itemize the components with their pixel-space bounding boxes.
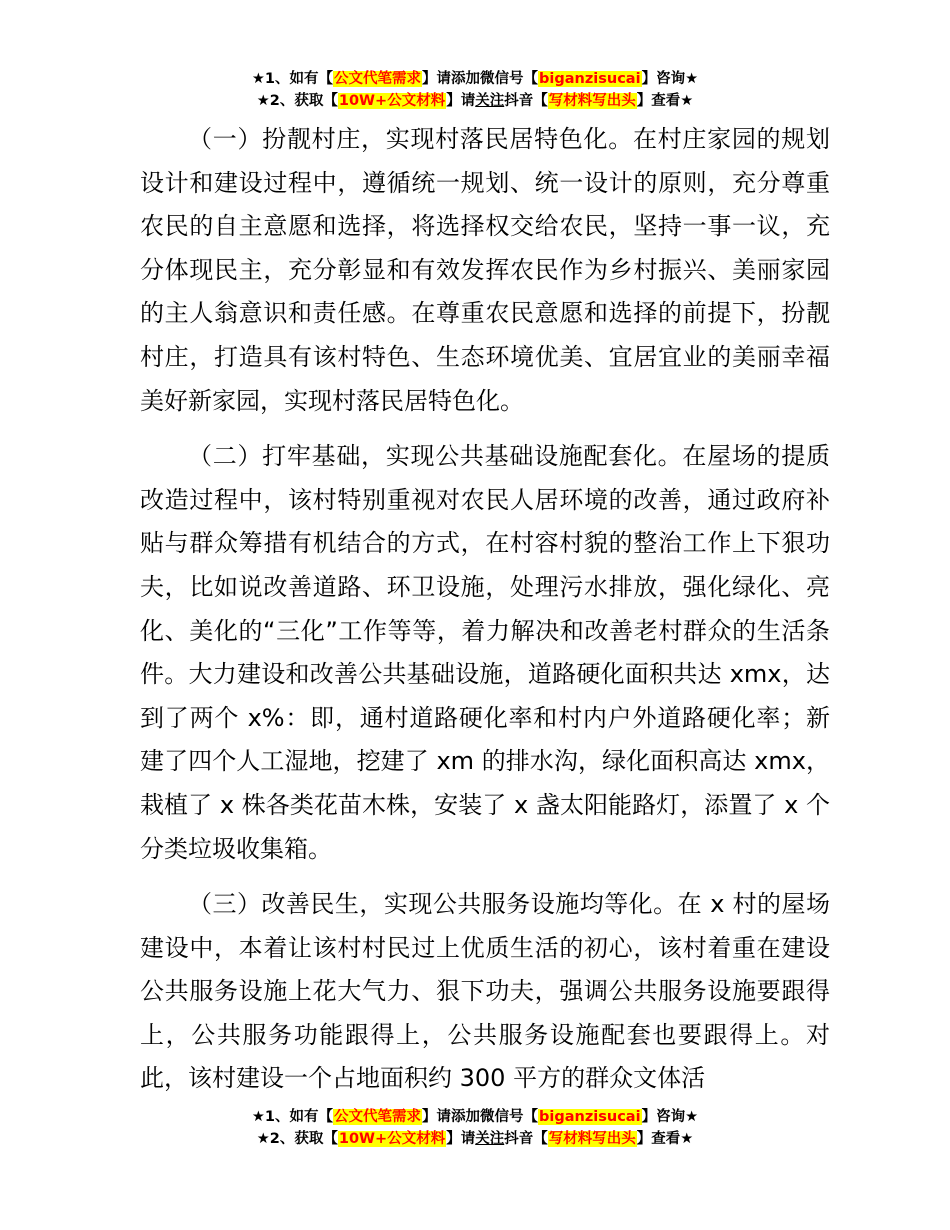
- highlight-douyin-id: 写材料写出头: [548, 93, 636, 109]
- banner-text: 】咨询★: [641, 71, 699, 87]
- paragraph-1: （一）扮靓村庄，实现村落民居特色化。在村庄家园的规划设计和建设过程中，遵循统一规划、统一设计的原则，充分尊重农民的自主意愿和选择，将选择权交给农民，坚持一事一议，充分体现民主，充分彰显和有效发挥农民作为乡村振兴、美丽家园的主人翁意识和责任感。在尊重农民意愿和选择的前提下，扮靓村庄，打造具有该村特色、生态环境优美、宜居宜业的美丽幸福美好新家园，实现村落民居特色化。: [140, 125, 830, 415]
- banner-text: ★1、如有【: [251, 71, 334, 87]
- banner-text: ★1、如有【: [251, 1109, 334, 1125]
- footer-banner: [0, 1106, 950, 1150]
- banner-emphasis: 添加: [451, 71, 481, 87]
- highlight-wechat-id: biganzisucai: [539, 1109, 641, 1125]
- banner-emphasis: 关注: [475, 93, 505, 109]
- banner-text: ★2、获取【: [256, 93, 338, 109]
- highlight-douyin-id: 写材料写出头: [548, 1131, 636, 1147]
- banner-text: 抖音【: [504, 93, 548, 109]
- paragraph-2: （二）打牢基础，实现公共基础设施配套化。在屋场的提质改造过程中，该村特别重视对农民人居环境的改善，通过政府补贴与群众筹措有机结合的方式，在村容村貌的整治工作上下狠功夫，比如说改善道路、环卫设施，处理污水排放，强化绿化、亮化、美化的“三化”工作等等，着力解决和改善老村群众的生活条件。大力建设和改善公共基础设施，道路硬化面积共达 xmx，达到了两个 x%：即，通村道路硬化率和村内户外道路硬化率；新建了四个人工湿地，挖建了 xm 的排水沟，绿化面积高达 xmx，栽植了 x 株各类花苗木株，安装了 x 盏太阳能路灯，添置了 x 个分类垃圾收集箱。: [140, 442, 830, 863]
- banner-emphasis: 关注: [475, 1131, 505, 1147]
- banner-text: 】查看★: [636, 1131, 694, 1147]
- banner-line-1: [0, 68, 950, 90]
- highlight-materials: 10W+公文材料: [338, 1131, 446, 1147]
- paragraph-3: （三）改善民生，实现公共服务设施均等化。在 x 村的屋场建设中，本着让该村村民过上优质生活的初心，该村着重在建设公共服务设施上花大气力、狠下功夫，强调公共服务设施要跟得上，公共服务功能跟得上，公共服务设施配套也要跟得上。对此，该村建设一个占地面积约 300 平方的群众文体活: [140, 890, 830, 1093]
- banner-text: 】咨询★: [641, 1109, 699, 1125]
- document-body: [140, 118, 830, 1113]
- highlight-wechat-id: biganzisucai: [539, 71, 641, 87]
- banner-line-2: [0, 90, 950, 112]
- banner-text: 微信号【: [480, 1109, 539, 1125]
- banner-emphasis: 添加: [451, 1109, 481, 1125]
- banner-text: ★2、获取【: [256, 1131, 338, 1147]
- highlight-service: 公文代笔需求: [334, 71, 422, 87]
- banner-text: 】查看★: [636, 93, 694, 109]
- banner-text: 】请: [446, 93, 476, 109]
- banner-text: 微信号【: [480, 71, 539, 87]
- banner-text: 】请: [446, 1131, 476, 1147]
- highlight-materials: 10W+公文材料: [338, 93, 446, 109]
- highlight-service: 公文代笔需求: [334, 1109, 422, 1125]
- banner-text: 抖音【: [504, 1131, 548, 1147]
- banner-text: 】请: [422, 1109, 452, 1125]
- banner-line-1: [0, 1106, 950, 1128]
- banner-text: 】请: [422, 71, 452, 87]
- header-banner: [0, 68, 950, 112]
- banner-line-2: [0, 1128, 950, 1150]
